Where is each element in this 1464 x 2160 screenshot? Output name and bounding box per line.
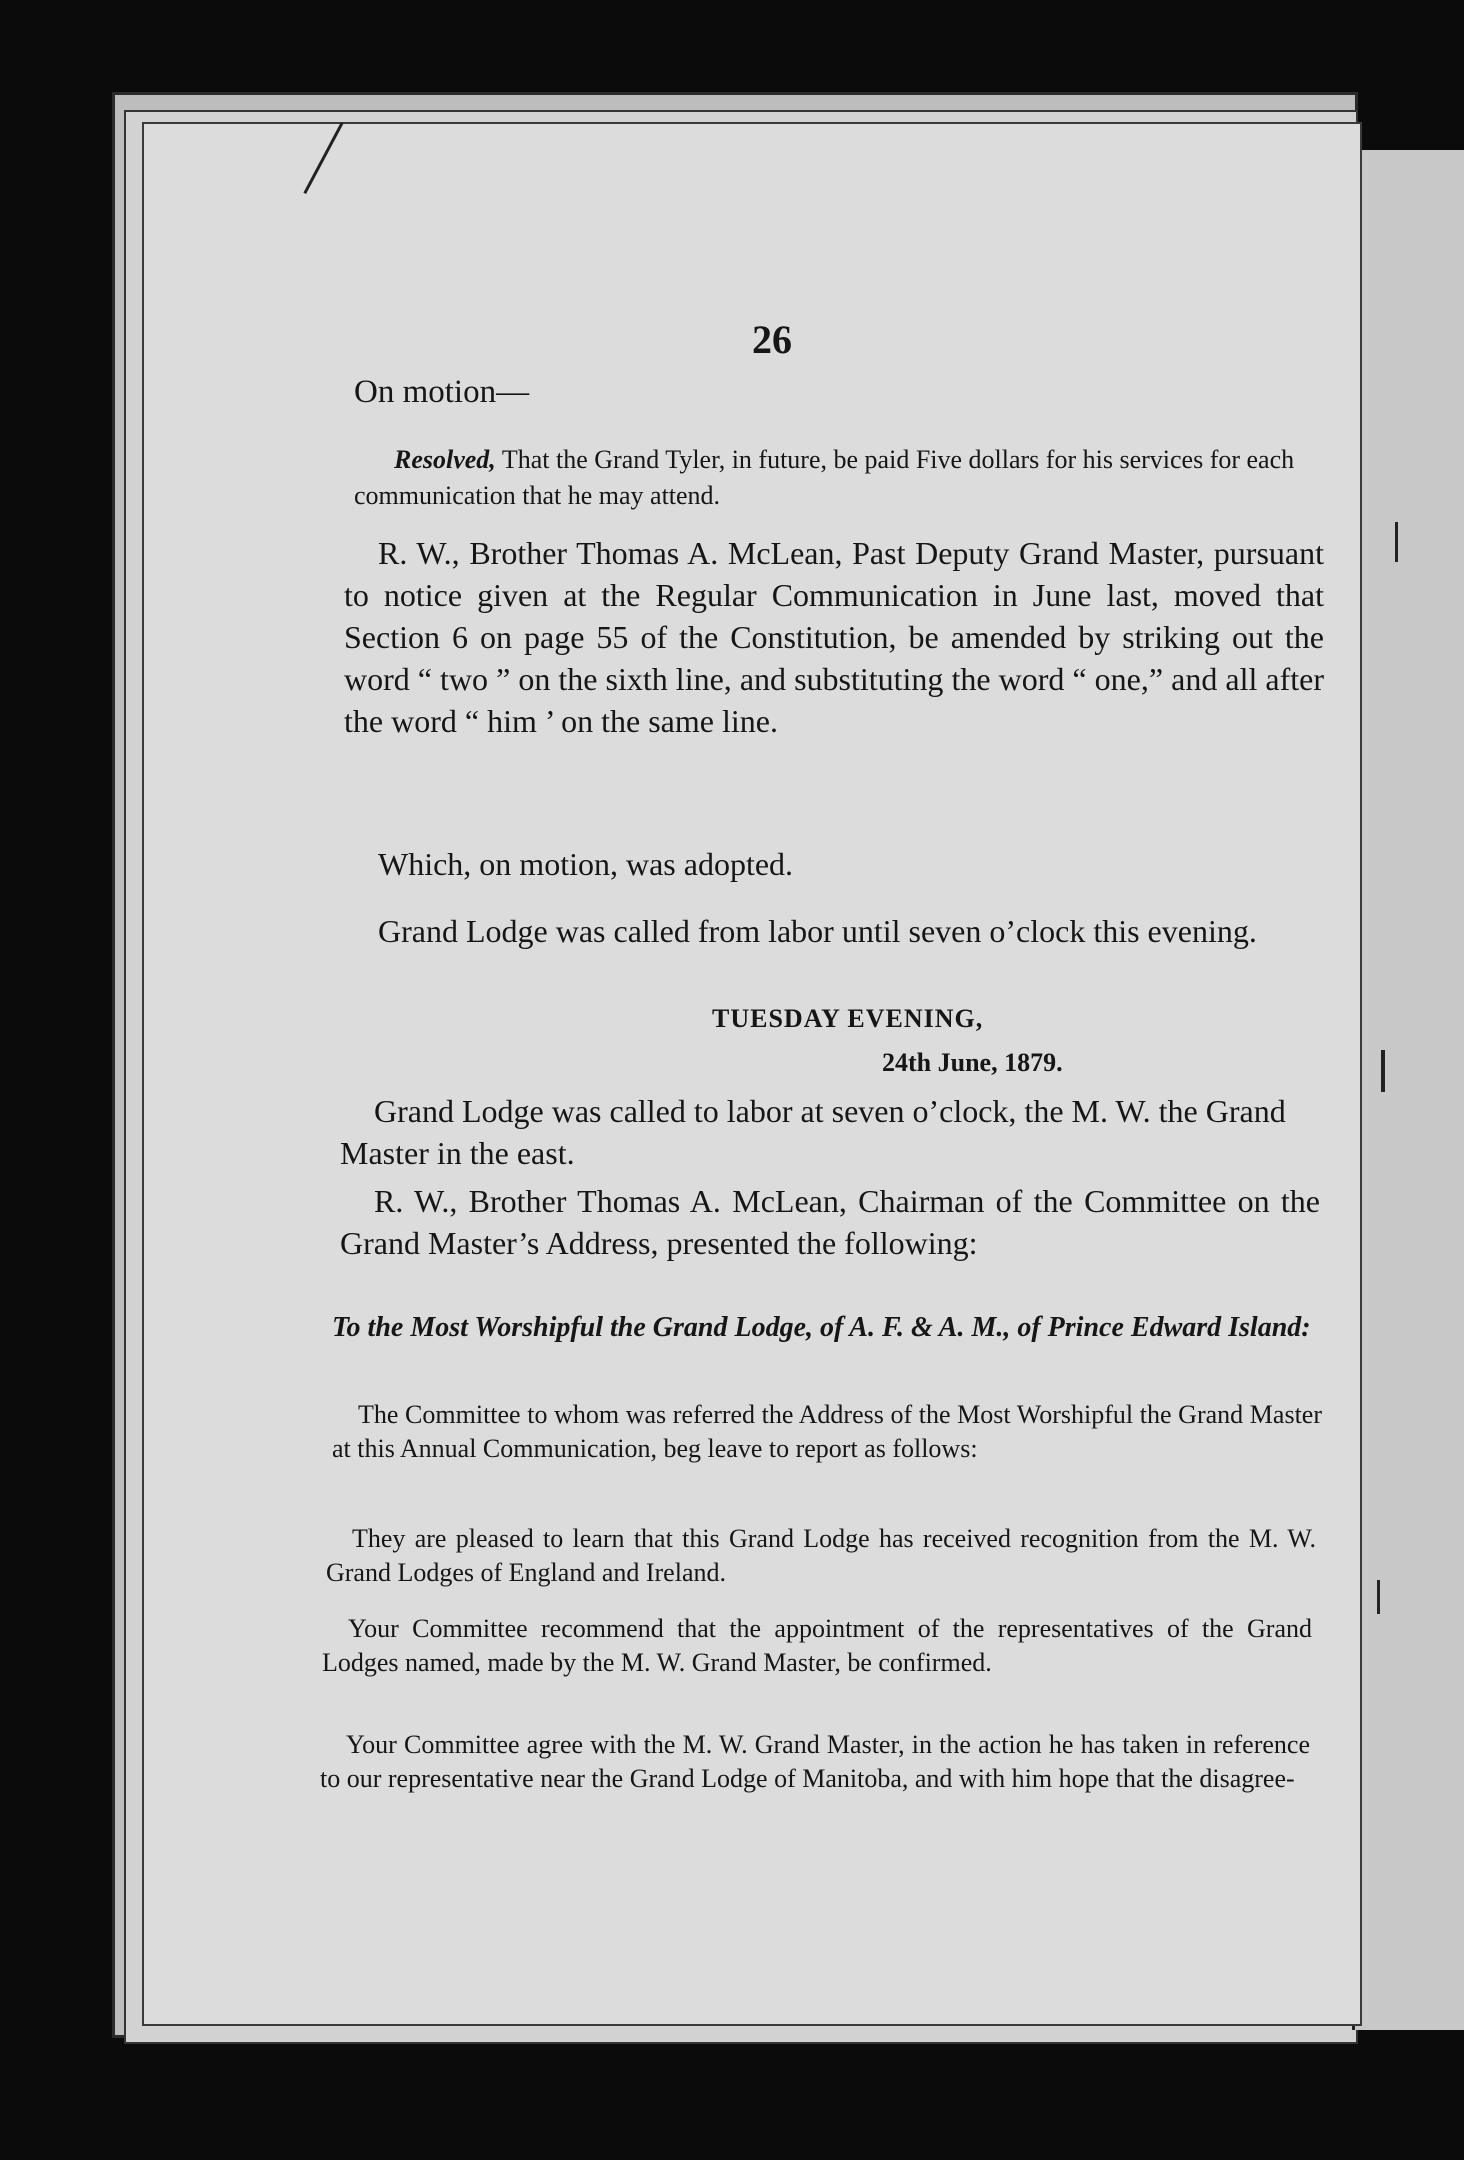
- report-paragraph: Your Committee recommend that the appointment of the representatives of the Grand Lodges named, made by the M. W. Grand Master, be confirmed.: [322, 1614, 1312, 1677]
- edge-mark: [1377, 1580, 1380, 1614]
- edge-mark: [1381, 1050, 1385, 1092]
- report-paragraph: Your Committee agree with the M. W. Grand Master, in the action he has taken in reference to our representative near the Grand Lodge of Manitoba, and with him hope that the disagree-: [320, 1730, 1310, 1793]
- report-paragraph: The Committee to whom was referred the Address of the Most Worshipful the Grand Master at this Annual Communication, beg leave to report as follows:: [332, 1400, 1322, 1463]
- resolved-lead: Resolved,: [394, 445, 496, 474]
- committee-paragraph: R. W., Brother Thomas A. McLean, Chairman of the Committee on the Grand Master’s Address, presented the following:: [340, 1183, 1320, 1261]
- amendment-paragraph: R. W., Brother Thomas A. McLean, Past Deputy Grand Master, pursuant to notice given at the Regular Communication in June last, moved that Section 6 on page 55 of the Constitution, be amended by striking out the word “ two ” on the sixth line, and substituting the word “ one,” and all after the word “ him ’ on the same line.: [344, 535, 1324, 739]
- called-to-labor-paragraph: Grand Lodge was called to labor at seven o’clock, the M. W. the Grand Master in the east.: [340, 1093, 1286, 1171]
- adopted-paragraph: Which, on motion, was adopted.: [378, 846, 794, 882]
- section-date: 24th June, 1879.: [882, 1048, 1063, 1077]
- on-motion-line: On motion—: [354, 374, 530, 410]
- resolution-paragraph: [354, 442, 1324, 514]
- facing-page-edge: [1352, 150, 1464, 2030]
- called-from-labor-paragraph: Grand Lodge was called from labor until seven o’clock this evening.: [378, 913, 1257, 949]
- book-page: [142, 122, 1362, 2026]
- report-paragraph: They are pleased to learn that this Grand Lodge has received recognition from the M. W. Grand Lodges of England and Ireland.: [326, 1524, 1316, 1587]
- address-salutation: To the Most Worshipful the Grand Lodge, of A. F. & A. M., of Prince Edward Island:: [332, 1312, 1311, 1343]
- page-number: 26: [752, 317, 792, 362]
- resolution-text: That the Grand Tyler, in future, be paid Five dollars for his services for each communication that he may attend.: [354, 445, 1295, 510]
- section-heading: TUESDAY EVENING,: [712, 1004, 984, 1033]
- edge-mark: [1395, 522, 1398, 562]
